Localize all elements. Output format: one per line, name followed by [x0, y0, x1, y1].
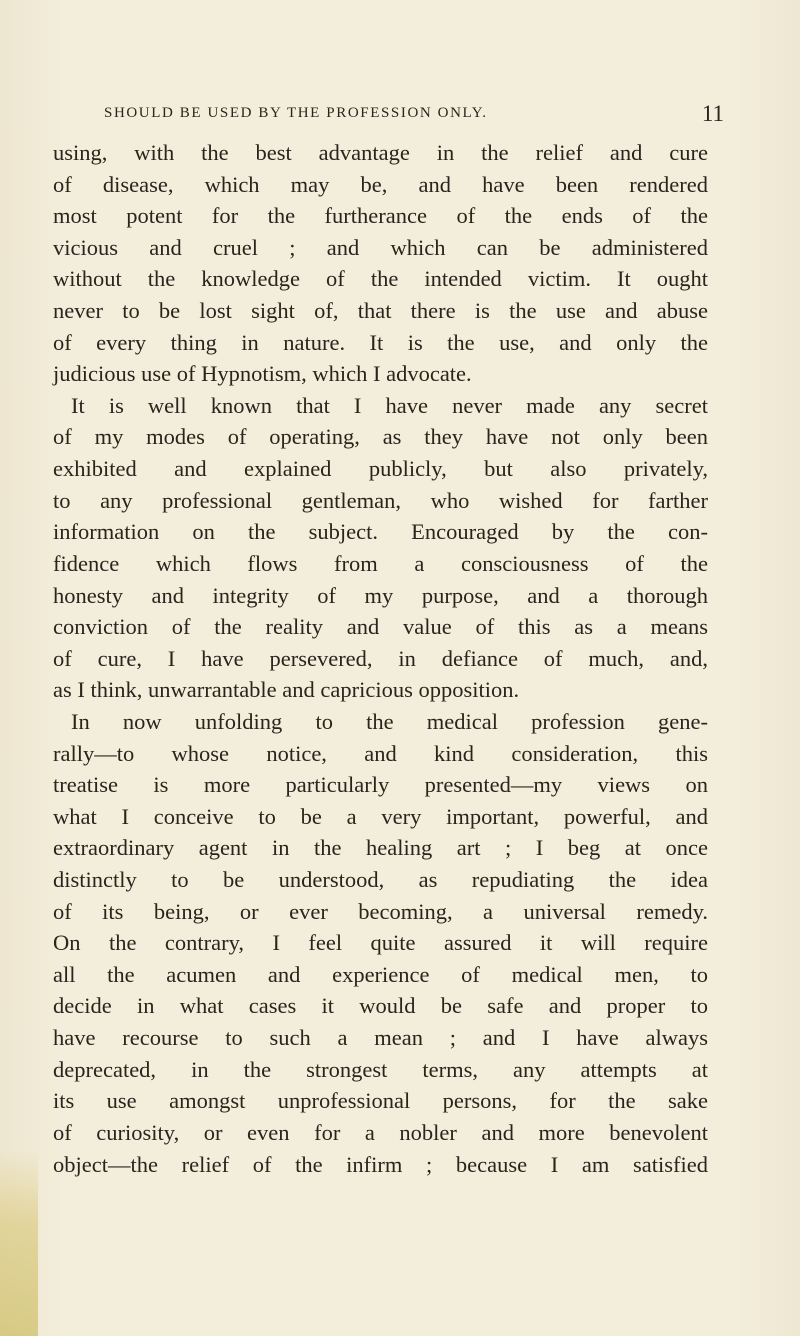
text-line: It is well known that I have never made any secret: [71, 392, 708, 418]
text-line: exhibited and explained publicly, but also privately,: [53, 456, 708, 482]
text-line: In now unfolding to the medical profession gene-: [71, 708, 708, 734]
text-line: using, with the best advantage in the relief and cure: [53, 140, 708, 165]
text-line: extraordinary agent in the healing art ; I beg at once: [53, 835, 708, 861]
text-line: On the contrary, I feel quite assured it will require: [53, 930, 708, 956]
text-line: judicious use of Hypnotism, which I advocate.: [53, 361, 472, 387]
page-header: [104, 101, 724, 131]
text-line: to any professional gentleman, who wished for farther: [53, 487, 708, 513]
text-line: of its being, or ever becoming, a universal remedy.: [53, 898, 708, 924]
text-line: as I think, unwarrantable and capricious opposition.: [53, 677, 520, 703]
text-line: all the acumen and experience of medical men, to: [53, 961, 708, 987]
text-line: information on the subject. Encouraged by the con-: [53, 519, 708, 545]
text-line: without the knowledge of the intended victim. It ought: [53, 266, 708, 292]
text-line: what I conceive to be a very important, powerful, and: [53, 803, 708, 829]
text-line: most potent for the furtherance of the ends of the: [53, 203, 708, 229]
text-line: have recourse to such a mean ; and I have always: [53, 1025, 708, 1051]
text-line: rally—to whose notice, and kind consideration, this: [53, 740, 708, 766]
text-line: never to be lost sight of, that there is the use and abuse: [53, 298, 708, 324]
text-line: distinctly to be understood, as repudiating the idea: [53, 867, 708, 893]
text-line: conviction of the reality and value of this as a means: [53, 614, 708, 640]
text-line: of cure, I have persevered, in defiance of much, and,: [53, 645, 708, 671]
body-text: [53, 137, 708, 1180]
text-line: of curiosity, or even for a nobler and more benevolent: [53, 1119, 708, 1145]
text-line: treatise is more particularly presented—my views on: [53, 772, 708, 798]
text-line: decide in what cases it would be safe and proper to: [53, 993, 708, 1019]
text-line: its use amongst unprofessional persons, for the sake: [53, 1088, 708, 1114]
page-stain: [0, 1150, 38, 1336]
text-line: vicious and cruel ; and which can be administered: [53, 234, 708, 260]
page-number: 11: [701, 101, 724, 126]
text-line: deprecated, in the strongest terms, any attempts at: [53, 1056, 708, 1082]
text-line: fidence which flows from a consciousness of the: [53, 550, 708, 576]
text-line: object—the relief of the infirm ; because I am satisfied: [53, 1151, 708, 1177]
text-line: of every thing in nature. It is the use, and only the: [53, 329, 708, 355]
text-line: honesty and integrity of my purpose, and a thorough: [53, 582, 708, 608]
running-head: SHOULD BE USED BY THE PROFESSION ONLY.: [104, 105, 488, 121]
text-line: of disease, which may be, and have been rendered: [53, 171, 708, 197]
text-line: of my modes of operating, as they have not only been: [53, 424, 708, 450]
